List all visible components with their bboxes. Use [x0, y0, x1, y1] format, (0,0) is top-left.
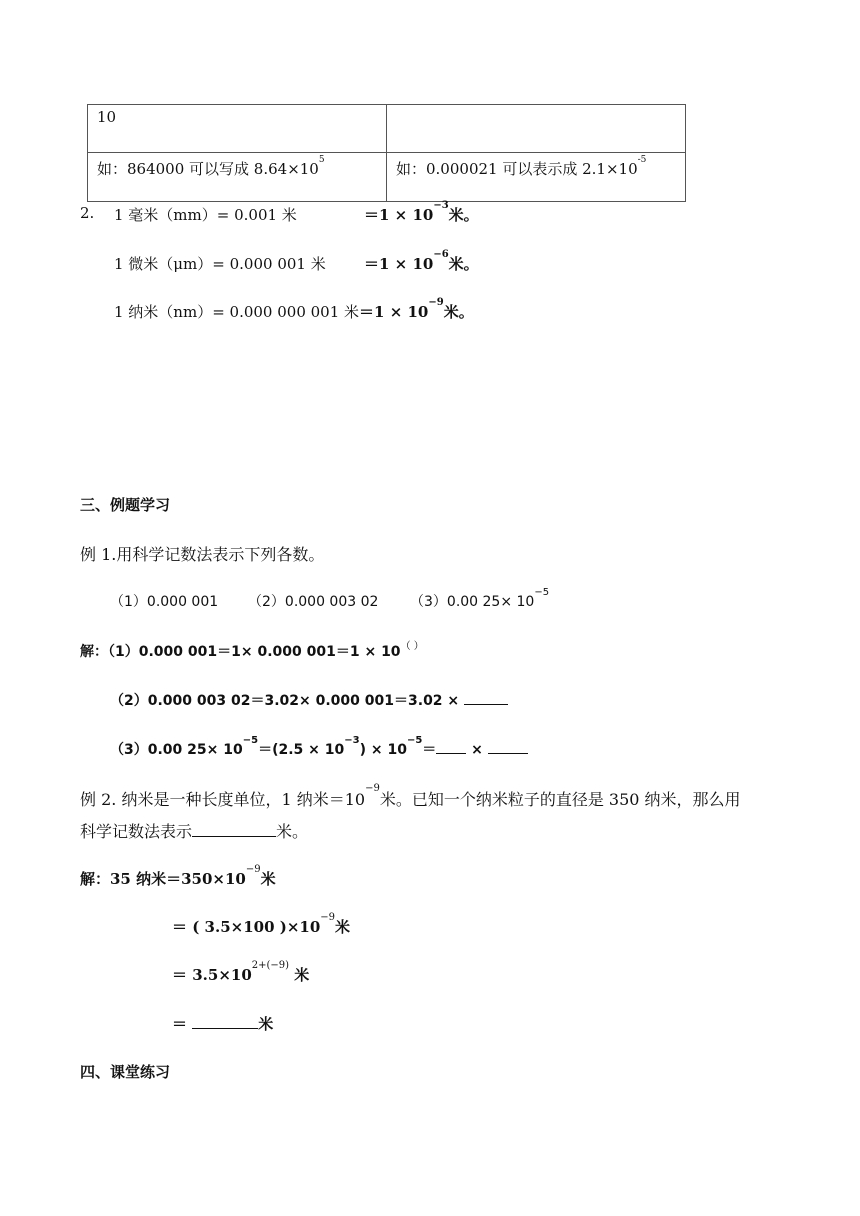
- equation: ＝1 × 10: [364, 255, 434, 273]
- example-2-line-2: [80, 819, 308, 842]
- solution-text: 解：35 纳米＝350×10: [80, 870, 246, 888]
- exponent: −9: [428, 297, 444, 308]
- item-text: （3）0.00 25× 10: [410, 594, 535, 610]
- unit-label: 1 微米（μm）= 0.000 001 米: [114, 255, 326, 273]
- unit-mm-value: [364, 200, 479, 225]
- answer-blank[interactable]: [192, 822, 276, 837]
- solution-1: [80, 641, 424, 661]
- table-cell: [387, 105, 686, 153]
- exponent: −9: [245, 864, 261, 875]
- solution-text: 米: [289, 966, 310, 984]
- solution-text: ＝ 3.5×10: [172, 966, 252, 984]
- section-heading: 三、例题学习: [80, 496, 171, 514]
- solution-example-2-line-2: [172, 912, 351, 937]
- solution-2: [110, 690, 508, 710]
- solution-3: [110, 735, 528, 759]
- solution-text: ＝ ( 3.5×100 )×10: [172, 918, 321, 936]
- example-1-item-3: [410, 587, 550, 611]
- solution-example-2-line-3: [172, 960, 310, 985]
- answer-blank[interactable]: [488, 739, 528, 754]
- unit-um: [114, 253, 326, 274]
- solution-text: ＝: [422, 742, 437, 758]
- exponent: -5: [637, 155, 647, 165]
- equation: ＝1 × 10: [359, 303, 429, 321]
- example-text: 米。: [276, 822, 309, 841]
- list-number: 2.: [80, 204, 95, 222]
- exponent: −3: [433, 200, 449, 211]
- example-text: 如：0.000021 可以表示成 2.1×10: [396, 160, 638, 178]
- unit-um-value: [364, 249, 479, 274]
- example-1-item-2: （2）0.000 003 02: [248, 594, 379, 610]
- example-2-line-1: [80, 783, 741, 810]
- unit-label: 1 毫米（mm）= 0.001 米: [114, 206, 297, 224]
- notation-table: [87, 104, 686, 202]
- example-1-item-1: （1）0.000 001: [110, 594, 219, 610]
- unit-nm: [114, 297, 474, 322]
- solution-example-2-line-4: [172, 1013, 273, 1034]
- exponent: −9: [365, 783, 380, 794]
- exponent: −5: [406, 735, 423, 746]
- solution-text: 米: [335, 918, 351, 936]
- example-text: 例 2. 纳米是一种长度单位，1 纳米＝10: [80, 790, 366, 809]
- exponent: −5: [534, 587, 550, 598]
- example-1-title: 例 1.用科学记数法表示下列各数。: [80, 545, 325, 564]
- solution-text: ＝: [172, 1015, 193, 1033]
- example-text: 如：864000 可以写成 8.64×10: [97, 160, 319, 178]
- unit-label: 1 纳米（nm）= 0.000 000 001 米: [114, 303, 360, 321]
- table-cell: [387, 153, 686, 202]
- solution-text: 米: [260, 870, 276, 888]
- solution-text: （1）0.000 001＝1× 0.000 001＝1 × 10: [108, 644, 401, 660]
- answer-paren: （ ）: [400, 641, 424, 652]
- example-text: 科学记数法表示: [80, 822, 193, 841]
- solution-example-2-line-1: [80, 864, 276, 889]
- times-sign: ×: [466, 742, 488, 758]
- solution-text: ) × 10: [359, 742, 407, 758]
- table-cell: [88, 105, 387, 153]
- example-text: 米。已知一个纳米粒子的直径是 350 纳米，那么用: [379, 790, 741, 809]
- solution-text: （2）0.000 003 02＝3.02× 0.000 001＝3.02 ×: [110, 693, 465, 709]
- unit: 米。: [443, 303, 474, 321]
- solution-text: 米: [258, 1015, 274, 1033]
- unit: 米。: [448, 255, 479, 273]
- equation: ＝1 × 10: [364, 206, 434, 224]
- solution-text: （3）0.00 25× 10: [110, 742, 243, 758]
- solution-text: ＝(2.5 × 10: [258, 742, 345, 758]
- answer-blank[interactable]: [192, 1014, 258, 1029]
- unit-mm: [114, 204, 297, 225]
- unit: 米。: [448, 206, 479, 224]
- solution-prefix: 解：: [80, 644, 108, 660]
- exponent: −6: [433, 249, 449, 260]
- exponent: −5: [242, 735, 259, 746]
- exponent: −9: [320, 912, 336, 923]
- exponent: 5: [318, 155, 325, 165]
- exponent: 2+(−9): [251, 960, 290, 971]
- table-cell: [88, 153, 387, 202]
- table-cell-text: 10: [97, 108, 117, 126]
- small-number-example: [396, 155, 647, 178]
- answer-blank[interactable]: [464, 690, 508, 705]
- section-heading: 四、课堂练习: [80, 1063, 171, 1081]
- exponent: −3: [344, 735, 360, 746]
- answer-blank[interactable]: [436, 739, 466, 754]
- large-number-example: [97, 155, 325, 178]
